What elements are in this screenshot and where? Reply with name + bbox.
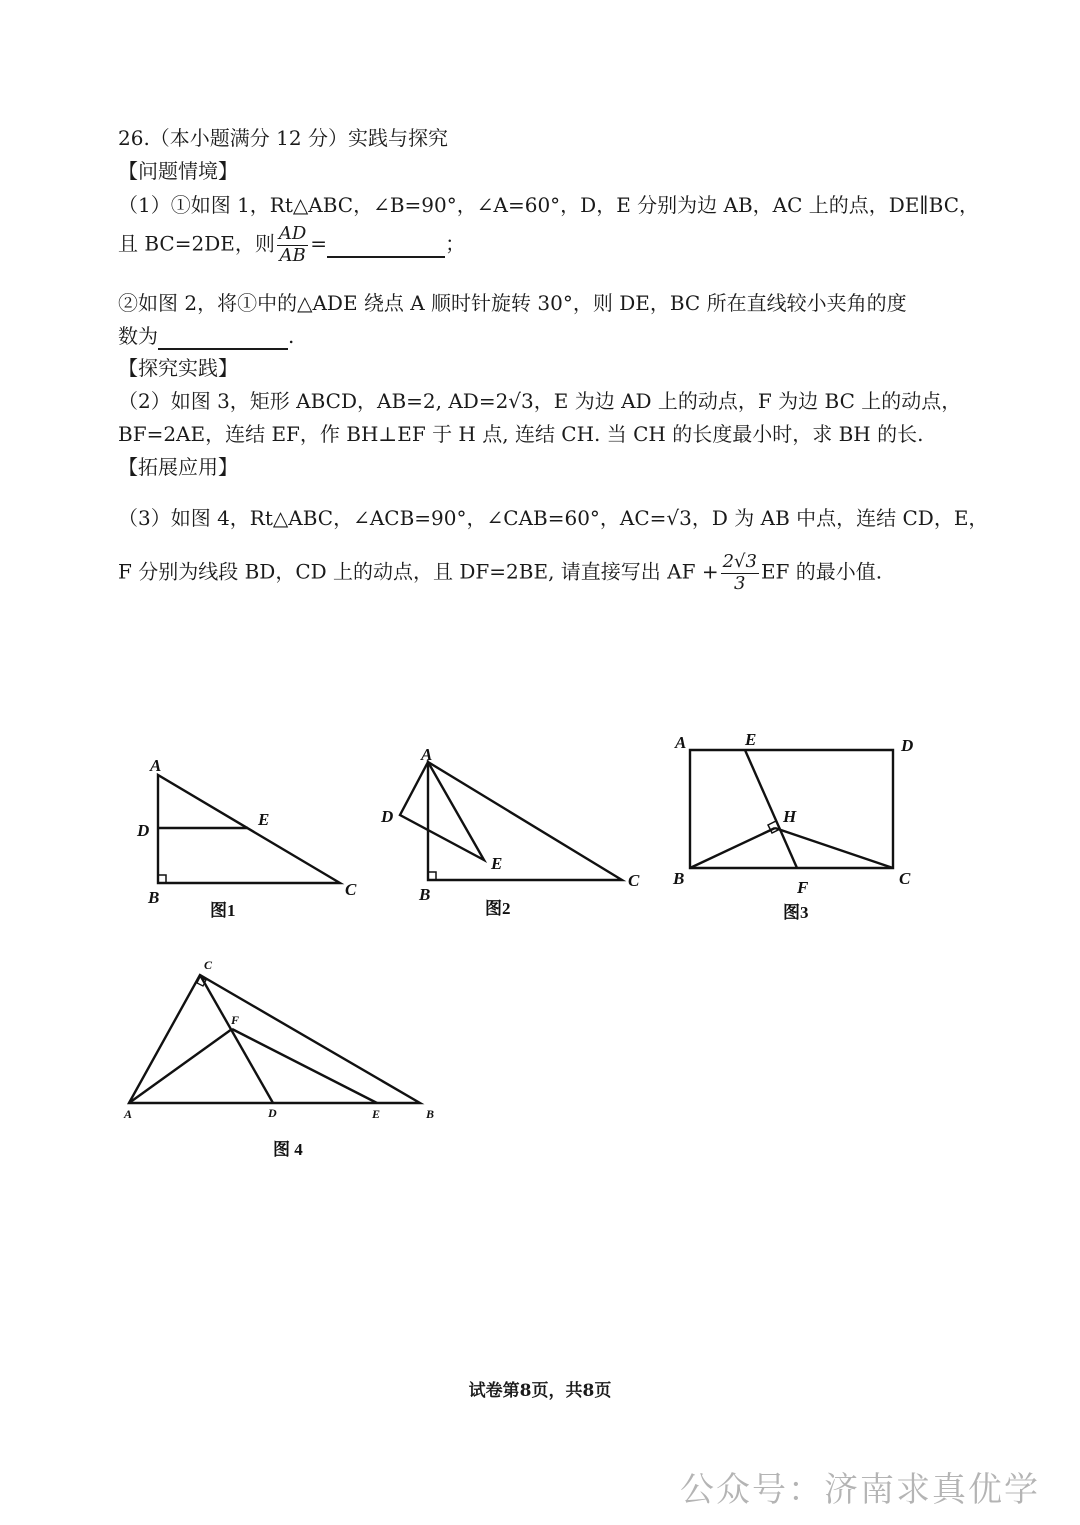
figure-caption: 图1: [210, 901, 236, 920]
label-f: F: [231, 1013, 240, 1027]
figure-caption: 图 4: [273, 1140, 303, 1159]
triangle-abc: [129, 975, 420, 1103]
segment-af: [129, 1029, 232, 1103]
q1b-text: 数为: [118, 324, 158, 348]
fraction-numerator: AD: [278, 223, 307, 244]
label-d: D: [381, 807, 394, 826]
label-c: C: [345, 880, 357, 899]
segment-ch: [775, 828, 893, 868]
section-heading-problem-context: 【问题情境】: [118, 159, 238, 183]
figure-caption: 图3: [783, 903, 809, 922]
label-a: A: [124, 1107, 133, 1121]
label-a: A: [150, 756, 162, 775]
q2-line1: （2）如图 3，矩形 ABCD，AB=2, AD=2√3，E 为边 AD 上的动点，F 为边 BC 上的动点，: [118, 389, 962, 413]
label-e: E: [372, 1107, 381, 1121]
q3-text-end: EF 的最小值.: [760, 559, 883, 584]
q1-line1: （1）①如图 1，Rt△ABC，∠B=90°，∠A=60°，D，E 分别为边 AB，AC 上的点，DE∥BC，: [118, 193, 980, 217]
q1-text: 且 BC=2DE，则: [118, 231, 275, 256]
label-d: D: [268, 1106, 277, 1120]
label-h: H: [783, 807, 797, 826]
section-heading-extension: 【拓展应用】: [118, 455, 238, 479]
equals-sign: =: [310, 231, 328, 256]
label-a: A: [675, 733, 687, 752]
q2-line2: BF=2AE，连结 EF，作 BH⊥EF 于 H 点, 连结 CH. 当 CH 的长度最小时，求 BH 的长.: [118, 422, 924, 446]
triangle-abc: [428, 762, 622, 880]
question-title: 26.（本小题满分 12 分）实践与探究: [118, 126, 448, 150]
label-b: B: [148, 888, 160, 907]
q1b-line1: ②如图 2，将①中的△ADE 绕点 A 顺时针旋转 30°，则 DE，BC 所在直线较小夹角的度: [118, 291, 907, 315]
label-d: D: [901, 736, 914, 755]
label-e: E: [491, 854, 503, 873]
section-heading-exploration: 【探究实践】: [118, 356, 238, 380]
figure-4: [123, 958, 434, 1159]
label-b: B: [419, 885, 431, 904]
fraction-numerator: 2√3: [722, 551, 757, 572]
fraction-denominator: 3: [734, 572, 746, 594]
label-c: C: [899, 869, 911, 888]
label-e: E: [258, 810, 270, 829]
page-footer: 试卷第8页，共8页: [468, 1381, 612, 1401]
q3-line1: （3）如图 4，Rt△ABC，∠ACB=90°，∠CAB=60°，AC=√3，D 为 AB 中点，连结 CD，E，: [118, 506, 989, 530]
figure-caption: 图2: [485, 899, 511, 918]
watermark: 公众号：济南求真优学: [680, 1470, 1040, 1510]
label-f: F: [797, 878, 809, 897]
semicolon: ；: [445, 231, 466, 256]
label-c: C: [628, 871, 640, 890]
label-b: B: [426, 1107, 435, 1121]
fraction-denominator: AB: [279, 244, 306, 266]
q3-text: F 分别为线段 BD，CD 上的动点，且 DF=2BE, 请直接写出 AF +: [118, 559, 719, 584]
label-a: A: [421, 745, 433, 764]
period: .: [288, 324, 295, 348]
figure-2: [380, 745, 640, 918]
label-e: E: [745, 730, 757, 749]
triangle-ade: [400, 762, 484, 860]
segment-cd: [200, 975, 273, 1103]
label-d: D: [137, 821, 150, 840]
figure-3: [672, 730, 913, 922]
label-c: C: [204, 958, 213, 972]
figure-1: [136, 756, 357, 920]
label-b: B: [673, 869, 685, 888]
segment-bh: [690, 828, 775, 868]
